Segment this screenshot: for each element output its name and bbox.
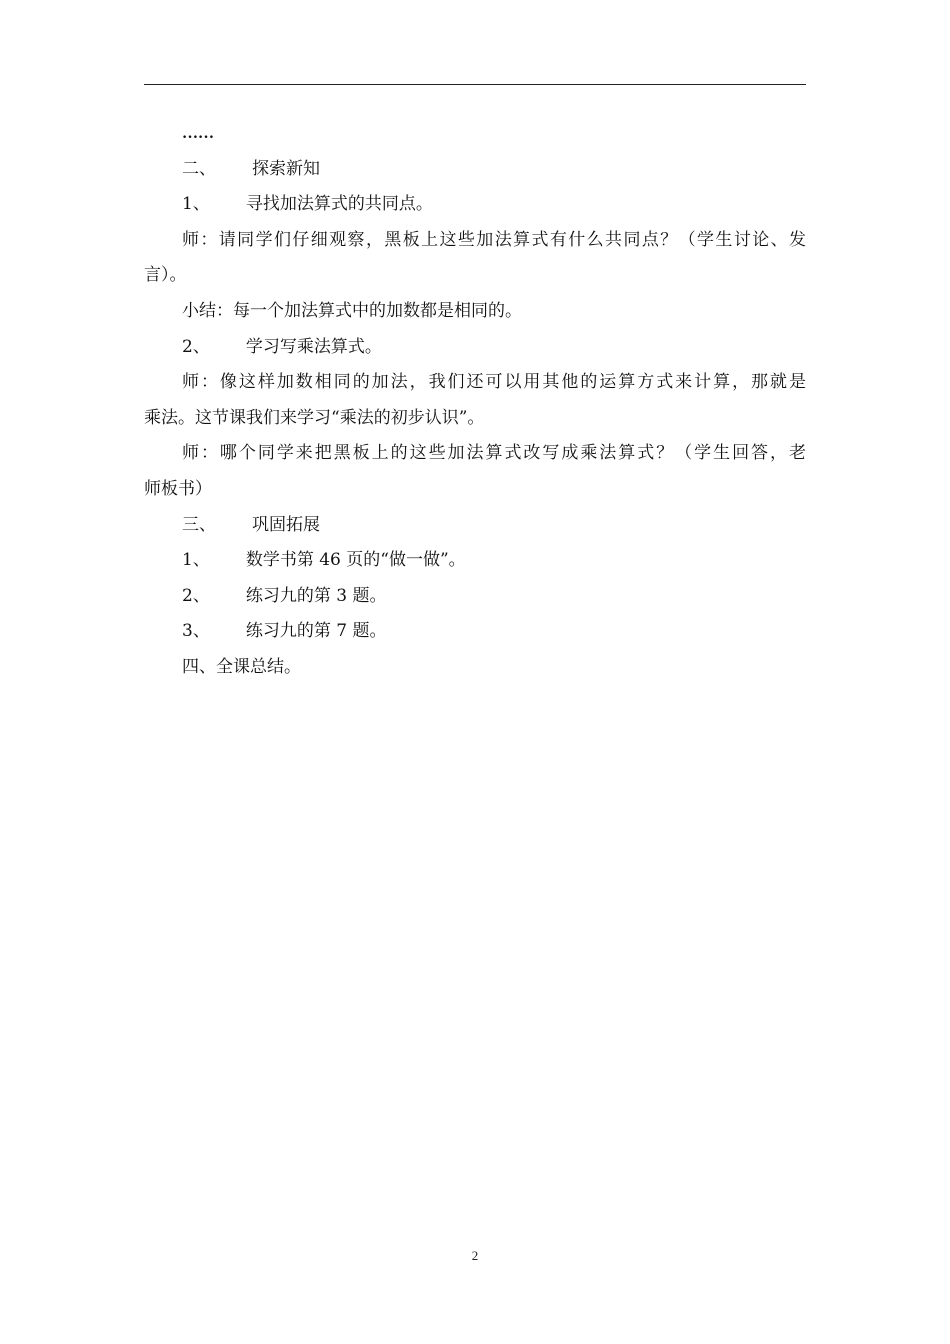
section-number: 三、 — [182, 514, 216, 535]
section-heading-4: 四、全课总结。 — [182, 656, 301, 677]
item-title: 数学书第 46 页的“做一做”。 — [245, 550, 466, 571]
exercise-item-3 — [144, 614, 806, 650]
paragraph-line: 师板书） — [144, 478, 212, 499]
section-number: 二、 — [182, 158, 216, 179]
summary-line: 小结：每一个加法算式中的加数都是相同的。 — [182, 300, 522, 321]
paragraph-line: 师：哪个同学来把黑板上的这些加法算式改写成乘法算式？（学生回答，老 — [182, 443, 806, 464]
item-number: 1、 — [182, 550, 210, 571]
ellipsis: …… — [182, 125, 214, 142]
exercise-item-2 — [144, 579, 806, 615]
header-rule — [144, 84, 806, 85]
item-title: 寻找加法算式的共同点。 — [245, 194, 433, 215]
section-heading-3 — [144, 508, 806, 544]
item-title: 练习九的第 7 题。 — [245, 621, 387, 642]
section-title: 巩固拓展 — [252, 514, 320, 535]
page-number: 2 — [471, 1248, 479, 1263]
paragraph-line: 言）。 — [144, 265, 187, 286]
item-number: 2、 — [182, 336, 210, 357]
list-item-2 — [144, 330, 806, 366]
document-body — [144, 116, 806, 686]
section-heading-2 — [144, 152, 806, 188]
item-title: 练习九的第 3 题。 — [245, 585, 387, 606]
list-item-1 — [144, 187, 806, 223]
paragraph-line: 乘法。这节课我们来学习“乘法的初步认识”。 — [144, 407, 485, 428]
exercise-item-1 — [144, 543, 806, 579]
ellipsis-line — [144, 116, 806, 152]
item-title: 学习写乘法算式。 — [245, 336, 382, 357]
item-number: 2、 — [182, 585, 210, 606]
paragraph-line: 师：请同学们仔细观察，黑板上这些加法算式有什么共同点？（学生讨论、发 — [182, 229, 806, 250]
item-number: 3、 — [182, 621, 210, 642]
item-number: 1、 — [182, 194, 210, 215]
section-title: 探索新知 — [252, 158, 320, 179]
paragraph-line: 师：像这样加数相同的加法，我们还可以用其他的运算方式来计算，那就是 — [182, 372, 806, 393]
